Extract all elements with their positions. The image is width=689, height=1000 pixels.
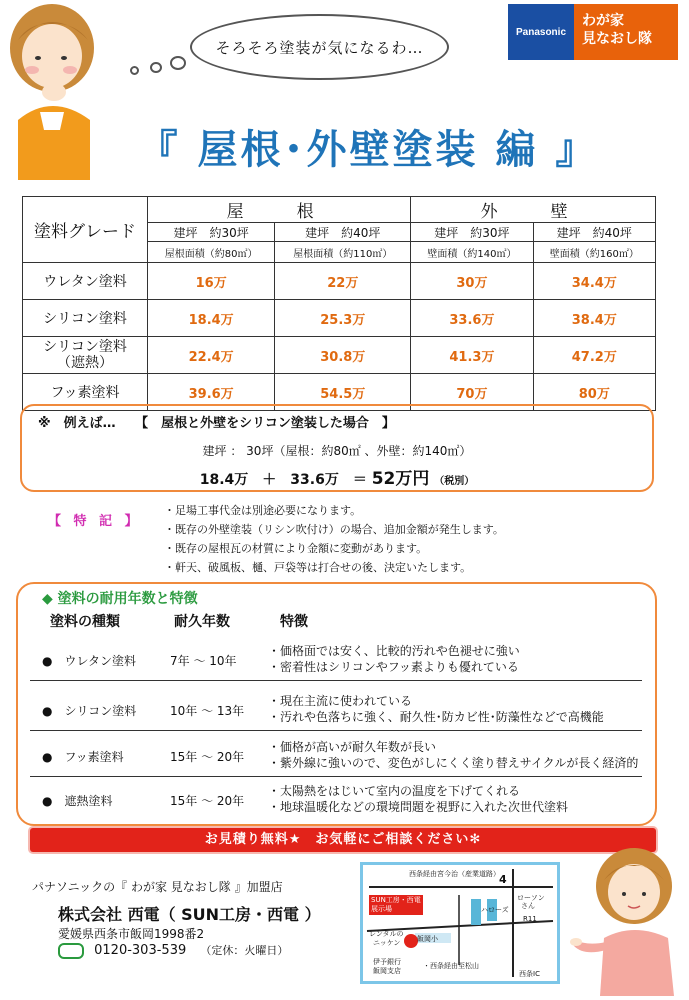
note-item: ・軒天、破風板、樋、戸袋等は打合せの後、決定いたします。 [164, 561, 472, 574]
grade-cell: フッ素塗料 [23, 374, 148, 411]
col-years: 耐久年数 [174, 614, 230, 630]
price-cell: 38.4万 [533, 300, 655, 337]
roof-header: 屋 根 [148, 197, 411, 223]
map-matsuyama: ・西条経由至松山 [423, 962, 479, 970]
brand-line1: わが家 [582, 13, 624, 29]
grade-header: 塗料グレード [23, 197, 148, 263]
price-cell: 39.6万 [148, 374, 275, 411]
grade-cell: ウレタン塗料 [23, 263, 148, 300]
paint-years: 7年 ～ 10年 [170, 654, 237, 668]
brand-line2: 見なおし隊 [582, 31, 652, 47]
size-cell: 建坪 約40坪 [275, 223, 411, 242]
price-table [22, 196, 656, 411]
wall-header: 外 壁 [411, 197, 656, 223]
example-box [20, 404, 654, 492]
brand-logo [508, 4, 678, 60]
size-cell: 建坪 約30坪 [148, 223, 275, 242]
bubble-dot [130, 66, 139, 75]
map-rental: レンタルの [369, 930, 404, 938]
free-estimate-banner: お見積り無料★ お気軽にご相談ください✻ [30, 828, 656, 852]
paint-name: ● 遮熱塗料 [42, 794, 113, 808]
brand-name [574, 4, 678, 60]
durability-heading: ◆ 塗料の耐用年数と特徴 [42, 591, 198, 607]
map-iyo: 伊予銀行 [373, 958, 401, 966]
example-heading: ※ 例えば… 【 屋根と外壁をシリコン塗装した場合 】 [38, 416, 395, 431]
map-ic: 西条IC [519, 970, 540, 978]
row-divider [30, 730, 642, 731]
price-cell: 41.3万 [411, 337, 533, 374]
paint-feature: ・地球温暖化などの環境問題を視野に入れた次世代塗料 [268, 800, 569, 814]
grade-cell: シリコン塗料 [23, 300, 148, 337]
price-cell: 30.8万 [275, 337, 411, 374]
panasonic-logo: Panasonic [508, 4, 574, 60]
grade-cell [23, 337, 148, 374]
paint-feature: ・密着性はシリコンやフッ素よりも優れている [268, 660, 519, 674]
paint-name: ● シリコン塗料 [42, 704, 137, 718]
col-type: 塗料の種類 [50, 614, 120, 630]
paint-feature: ・汚れや色落ちに強く、耐久性･防カビ性･防藻性などで高機能 [268, 710, 604, 724]
price-cell: 16万 [148, 263, 275, 300]
price-cell: 70万 [411, 374, 533, 411]
note-item: ・足場工事代金は別途必要になります。 [164, 504, 362, 517]
phone-number[interactable]: 0120-303-539 [94, 943, 187, 958]
notes-label: 【 特 記 】 [48, 514, 142, 529]
map-lawson-sub: さん [521, 902, 535, 910]
worried-woman-illustration [4, 0, 104, 180]
map-iyo-branch: 飯岡支店 [373, 967, 401, 975]
map-route-number: 4 [499, 873, 507, 886]
map-lawson: ローソン [517, 894, 545, 902]
size-cell: 建坪 約40坪 [533, 223, 655, 242]
pointing-woman-illustration [570, 846, 682, 996]
durability-box [16, 582, 657, 826]
row-divider [30, 680, 642, 681]
paint-feature: ・紫外線に強いので、変色がしにくく塗り替えサイクルが長く経済的 [268, 756, 639, 770]
paint-feature: ・現在主流に使われている [268, 694, 413, 708]
price-cell: 22.4万 [148, 337, 275, 374]
company-address: 愛媛県西条市飯岡1998番2 [58, 927, 205, 941]
paint-feature: ・太陽熱をはじいて室内の温度を下げてくれる [268, 784, 521, 798]
grade-name: シリコン塗料 [43, 339, 127, 355]
bubble-dot [150, 62, 162, 73]
example-size: 建坪 ： 30坪（屋根：約80㎡ 、外壁：約140㎡） [202, 444, 472, 458]
area-cell: 屋根面積（約80㎡） [148, 242, 275, 263]
table-row [23, 337, 656, 374]
holiday-note: （定休：火曜日） [200, 944, 289, 957]
price-cell: 34.4万 [533, 263, 655, 300]
company-phone [58, 942, 288, 959]
map-hallows: ハローズ [481, 906, 509, 914]
example-calc [22, 464, 652, 489]
row-divider [30, 776, 642, 777]
paint-feature: ・価格面では安く、比較的汚れや色褪せに強い [268, 644, 520, 658]
map-showroom: SUN工房・西電 展示場 [369, 895, 423, 915]
example-formula: 18.4万 ＋ 33.6万 ＝ [199, 472, 367, 488]
grade-sub: （遮熱） [57, 355, 113, 371]
bubble-text: そろそろ塗装が気になるわ… [215, 38, 424, 57]
area-cell: 壁面積（約160㎡） [533, 242, 655, 263]
price-cell: 80万 [533, 374, 655, 411]
map-school: 飯岡小 [417, 935, 438, 943]
paint-years: 15年 ～ 20年 [170, 750, 245, 764]
price-cell: 30万 [411, 263, 533, 300]
thought-bubble [190, 14, 449, 80]
paint-name: ● フッ素塗料 [42, 750, 124, 764]
location-map [360, 862, 560, 984]
note-item: ・既存の屋根瓦の材質により金額に変動があります。 [164, 542, 428, 555]
table-row [23, 300, 656, 337]
price-cell: 18.4万 [148, 300, 275, 337]
paint-name: ● ウレタン塗料 [42, 654, 136, 668]
price-cell: 25.3万 [275, 300, 411, 337]
table-row [23, 263, 656, 300]
example-total: 52万円 [371, 469, 430, 489]
area-cell: 屋根面積（約110㎡） [275, 242, 411, 263]
price-cell: 47.2万 [533, 337, 655, 374]
bubble-dot [170, 56, 186, 70]
map-road-top: 西条経由宮今治（産業道路） [409, 870, 500, 878]
tax-note: （税別） [434, 476, 475, 487]
size-cell: 建坪 約30坪 [411, 223, 533, 242]
paint-feature: ・価格が高いが耐久年数が長い [268, 740, 437, 754]
price-cell: 54.5万 [275, 374, 411, 411]
shop-marker [404, 934, 418, 948]
paint-years: 15年 ～ 20年 [170, 794, 245, 808]
map-route: R11 [523, 915, 537, 923]
freedial-icon [58, 943, 84, 959]
area-cell: 壁面積（約140㎡） [411, 242, 533, 263]
price-cell: 33.6万 [411, 300, 533, 337]
page-title: 『 屋根･外壁塗装 編 』 [137, 127, 599, 173]
affiliation: パナソニックの『 わが家 見なおし隊 』加盟店 [32, 880, 283, 894]
map-nikken: ニッケン [373, 939, 401, 947]
company-name: 株式会社 西電（ SUN工房・西電 ） [58, 905, 321, 924]
paint-years: 10年 ～ 13年 [170, 704, 245, 718]
price-cell: 22万 [275, 263, 411, 300]
note-item: ・既存の外壁塗装（リシン吹付け）の場合、追加金額が発生します。 [164, 523, 504, 536]
col-feature: 特徴 [280, 614, 308, 630]
